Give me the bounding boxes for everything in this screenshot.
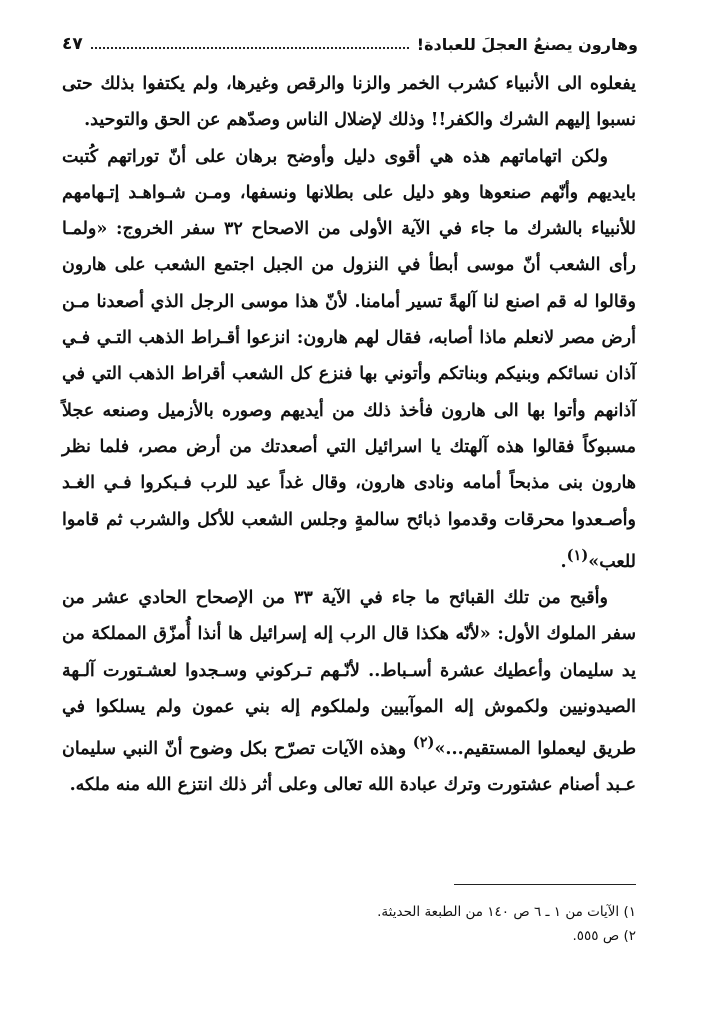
page-number: ٤٧ bbox=[62, 34, 83, 54]
paragraph-text: وأقبح من تلك القبائح ما جاء في الآية ٣٣ من الإصحاح الحادي عشر من سفر الملوك الأول: «لأنّه هكذا قال الرب إله إسرائيل ها أنذا أُمزّق المملكة من يد سليمان وأعطيك عشرة أسـباط.. لأنّـهم تـركوني وسـجدوا لعشـتورت آلـهة الصيدونيين ولكموش إله الموآبيين ولملكوم إله بني عمون ولم يسلكوا في طريق ليعملوا المستقيم...» bbox=[62, 587, 636, 759]
footnote: ٢) ص ٥٥٥. bbox=[572, 928, 636, 944]
paragraph bbox=[62, 580, 636, 804]
footnote: ١) الآيات من ١ ـ ٦ ص ١٤٠ من الطبعة الحديثة. bbox=[377, 904, 636, 920]
footnote-ref: (٢) bbox=[412, 734, 435, 752]
paragraph-text: وهذه الآيات تصرّح بكل وضوح أنّ النبي سليمان عـبد أصنام عشتورت وترك عبادة الله تعالى وعلى أثر ذلك انتزع الله منه ملكه. bbox=[62, 739, 636, 796]
dotted-leader bbox=[91, 47, 409, 49]
running-title: وهارون يصنعُ العجلَ للعبادة! bbox=[416, 34, 638, 54]
footnote-divider bbox=[454, 884, 636, 885]
page-header bbox=[62, 30, 638, 58]
footnote-ref: (١) bbox=[566, 546, 589, 564]
footnotes bbox=[62, 900, 636, 948]
paragraph-text: ولكن اتهاماتهم هذه هي أقوى دليل وأوضح برهان على أنّ توراتهم كُتبت بايديهم وأنّهم صنعوها وهو دليل على بطلانها ونسفها، ومـن شـواهـد إتـهامهم للأنبياء بالشرك ما جاء في الآية الأولى من الاصحاح ٣٢ سفر الخروج: «ولمـا رأى الشعب أنّ موسى أبطأ في النزول من الجبل اجتمع الشعب على هارون وقالوا له قم اصنع لنا آلهةً تسير أمامنا. لأنّ هذا موسى الرجل الذي أصعدنا مـن أرض مصر لانعلم ماذا أصابه، فقال لهم هارون: انزعوا أقـراط الذهب التـي فـي آذان نسائكم وبنيكم وبناتكم وأتوني بها فنزع كل الشعب أقراط الذهب التي في آذانهم وأتوا بها الى هارون فأخذ ذلك من أيديهم وصوره بالأزميل وصنعه عجلاً مسبوكاً فقالوا هذه آلهتك يا اسرائيل التي أصعدتك من أرض مصر، فلما نظر هارون بنى مذبحاً أمامه ونادى هارون، وقال غداً عيد للرب فـبكروا فـي الغـد وأصـعدوا محرقات وقدموا ذبائح سالمةٍ وجلس الشعب للأكل والشرب ثم قاموا للعب» bbox=[62, 146, 636, 572]
body-text bbox=[62, 66, 636, 804]
paragraph: ولكن اتهاماتهم هذه هي أقوى دليل وأوضح برهان على أنّ توراتهم كُتبت بايديهم وأنّهم صنعوها وهو دليل على بطلانها ونسفها، ومـن شـواهـد إتـهامهم للأنبياء بالشرك ما جاء في الآية الأولى من الاصحاح ٣٢ سفر الخروج: «ولمـا رأى الشعب أنّ موسى أبطأ في النزول من الجبل اجتمع الشعب على هارون وقالوا له قم اصنع لنا آلهةً تسير أمامنا. لأنّ هذا موسى الرجل الذي أصعدنا مـن أرض مصر لانعلم ماذا أصابه، فقال لهم هارون: انزعوا أقـراط الذهب التـي فـي آذان نسائكم وبنيكم وبناتكم وأتوني بها فنزع كل الشعب أقراط الذهب التي في آذانهم وأتوا بها الى هارون فأخذ ذلك من أيديهم وصوره بالأزميل وصنعه عجلاً مسبوكاً فقالوا هذه آلهتك يا اسرائيل التي أصعدتك من أرض مصر، فلما نظر هارون بنى مذبحاً أمامه ونادى هارون، وقال غداً عيد للرب فـبكروا فـي الغـد وأصـعدوا محرقات وقدموا ذبائح سالمةٍ وجلس الشعب للأكل والشرب ثم قاموا للعب»$^{(١)}$. bbox=[62, 146, 636, 572]
paragraph: يفعلوه الى الأنبياء كشرب الخمر والزنا والرقص وغيرها، ولم يكتفوا بذلك حتى نسبوا إليهم الشرك والكفر!! وذلك لإضلال الناس وصدّهم عن الحق والتوحيد. bbox=[62, 74, 636, 131]
